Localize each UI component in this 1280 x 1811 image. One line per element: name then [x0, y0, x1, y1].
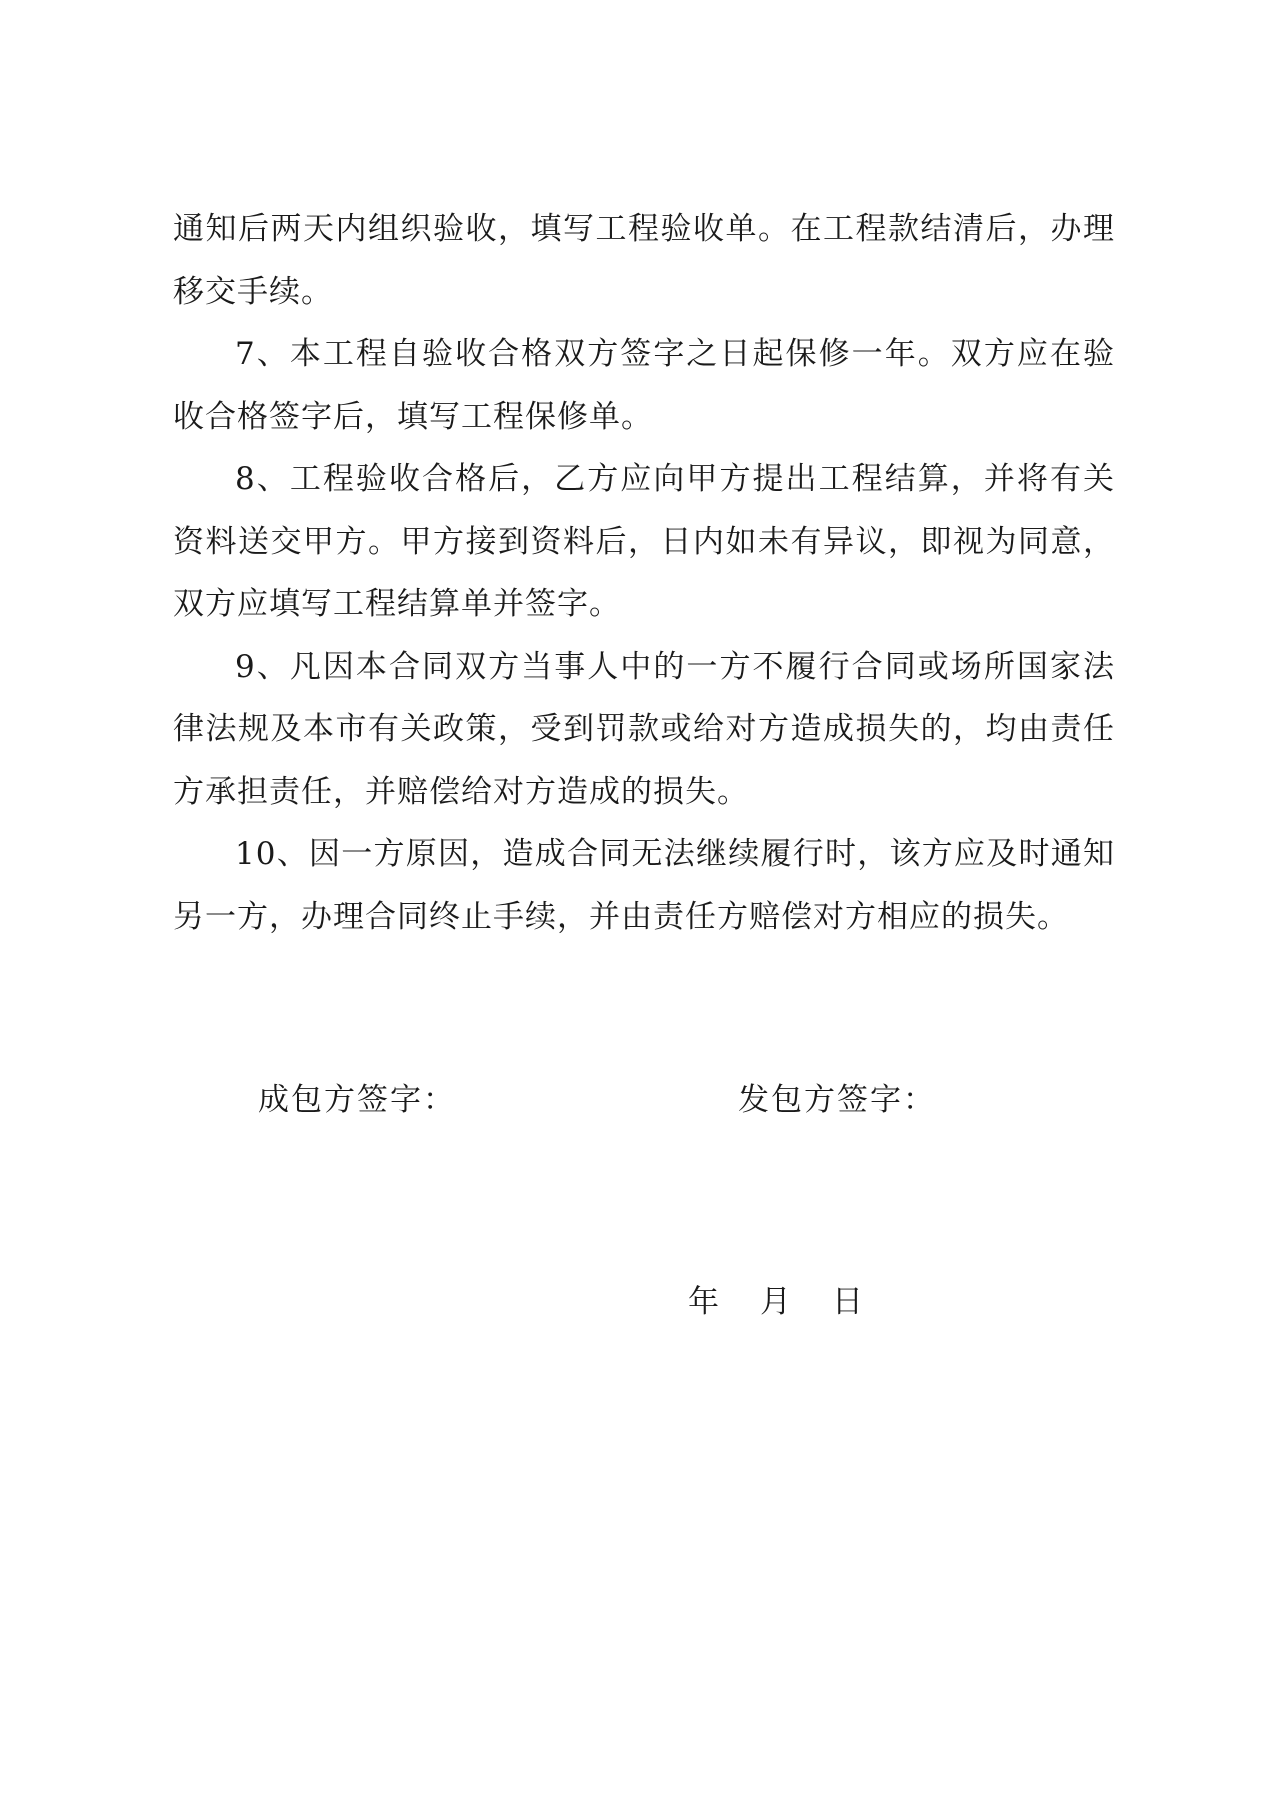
employer-signature-label: 发包方签字： — [738, 1082, 936, 1118]
contractor-signature-label: 成包方签字： — [258, 1082, 456, 1118]
date-month-label: 月 — [760, 1284, 791, 1320]
paragraph-continuation: 通知后两天内组织验收，填写工程验收单。在工程款结清后，办理移交手续。 — [173, 211, 1115, 310]
paragraph-clause-8: 8、工程验收合格后，乙方应向甲方提出工程结算，并将有关资料送交甲方。甲方接到资料后，日内如未有异议，即视为同意，双方应填写工程结算单并签字。 — [173, 461, 1115, 622]
paragraph-clause-9: 9、凡因本合同双方当事人中的一方不履行合同或场所国家法律法规及本市有关政策，受到罚款或给对方造成损失的，均由责任方承担责任，并赔偿给对方造成的损失。 — [173, 648, 1115, 810]
paragraph-clause-7: 7、本工程自验收合格双方签字之日起保修一年。双方应在验收合格签字后，填写工程保修单。 — [173, 336, 1115, 435]
contract-body — [173, 198, 1115, 948]
date-day-label: 日 — [832, 1284, 863, 1320]
paragraph-clause-10: 10、因一方原因，造成合同无法继续履行时，该方应及时通知另一方，办理合同终止手续，并由责任方赔偿对方相应的损失。 — [173, 836, 1115, 935]
date-year-label: 年 — [688, 1284, 719, 1320]
date-line — [688, 1282, 863, 1322]
